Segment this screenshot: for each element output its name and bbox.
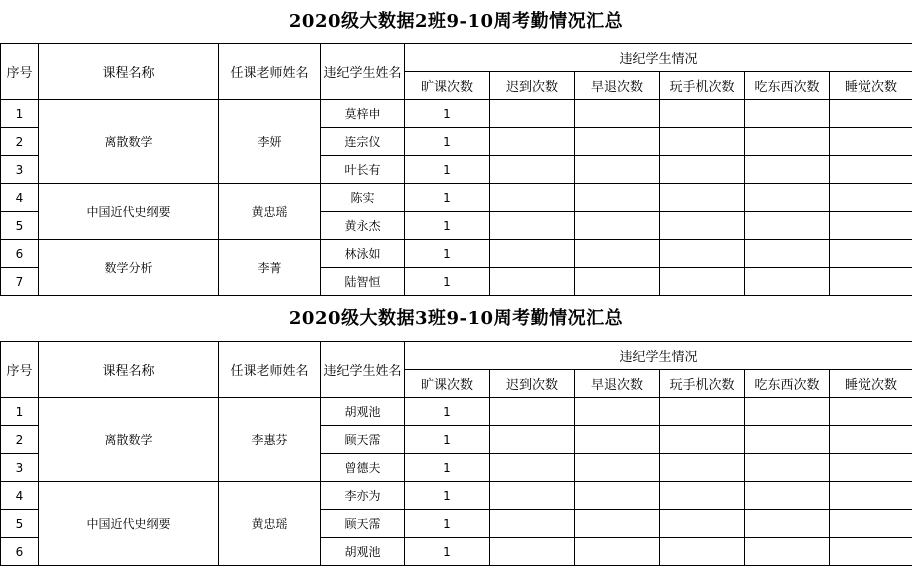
cell-eat	[745, 268, 830, 296]
table-title: 2020级大数据2班9-10周考勤情况汇总	[288, 11, 624, 32]
cell-eat	[745, 538, 830, 566]
cell-absent: 1	[405, 100, 490, 128]
cell-student: 陆智恒	[321, 268, 405, 296]
cell-early	[575, 454, 660, 482]
header-student: 违纪学生姓名	[321, 44, 405, 100]
cell-teacher: 李惠芬	[219, 398, 321, 482]
cell-late	[490, 398, 575, 426]
cell-course: 中国近代史纲要	[39, 482, 219, 566]
cell-late	[490, 510, 575, 538]
cell-absent: 1	[405, 128, 490, 156]
cell-phone	[660, 538, 745, 566]
cell-eat	[745, 100, 830, 128]
cell-eat	[745, 398, 830, 426]
table-title: 2020级大数据3班9-10周考勤情况汇总	[288, 308, 624, 329]
cell-phone	[660, 426, 745, 454]
cell-seq: 2	[1, 426, 39, 454]
cell-sleep	[830, 482, 912, 510]
cell-early	[575, 240, 660, 268]
cell-phone	[660, 510, 745, 538]
header-early: 早退次数	[575, 72, 660, 100]
cell-phone	[660, 454, 745, 482]
header-late: 迟到次数	[490, 370, 575, 398]
cell-eat	[745, 128, 830, 156]
cell-absent: 1	[405, 398, 490, 426]
cell-early	[575, 212, 660, 240]
header-seq: 序号	[1, 342, 39, 398]
cell-seq: 3	[1, 454, 39, 482]
cell-sleep	[830, 454, 912, 482]
cell-late	[490, 538, 575, 566]
cell-early	[575, 538, 660, 566]
cell-sleep	[830, 128, 912, 156]
cell-sleep	[830, 510, 912, 538]
cell-late	[490, 454, 575, 482]
cell-early	[575, 100, 660, 128]
cell-early	[575, 482, 660, 510]
cell-early	[575, 156, 660, 184]
cell-absent: 1	[405, 538, 490, 566]
cell-phone	[660, 100, 745, 128]
header-group: 违纪学生情况	[405, 342, 912, 370]
cell-student: 顾天霈	[321, 426, 405, 454]
cell-seq: 7	[1, 268, 39, 296]
cell-course: 数学分析	[39, 240, 219, 296]
cell-early	[575, 268, 660, 296]
header-seq: 序号	[1, 44, 39, 100]
table-row	[1, 398, 912, 426]
cell-phone	[660, 398, 745, 426]
cell-sleep	[830, 398, 912, 426]
header-sleep: 睡觉次数	[830, 370, 912, 398]
cell-sleep	[830, 184, 912, 212]
header-course: 课程名称	[39, 44, 219, 100]
cell-eat	[745, 426, 830, 454]
cell-early	[575, 510, 660, 538]
cell-sleep	[830, 426, 912, 454]
cell-absent: 1	[405, 240, 490, 268]
cell-student: 林泳如	[321, 240, 405, 268]
cell-student: 陈实	[321, 184, 405, 212]
cell-absent: 1	[405, 156, 490, 184]
header-phone: 玩手机次数	[660, 370, 745, 398]
cell-sleep	[830, 268, 912, 296]
cell-student: 黄永杰	[321, 212, 405, 240]
cell-student: 曾德夫	[321, 454, 405, 482]
cell-student: 叶长有	[321, 156, 405, 184]
header-teacher: 任课老师姓名	[219, 44, 321, 100]
cell-late	[490, 212, 575, 240]
cell-phone	[660, 128, 745, 156]
cell-absent: 1	[405, 510, 490, 538]
header-teacher: 任课老师姓名	[219, 342, 321, 398]
header-phone: 玩手机次数	[660, 72, 745, 100]
cell-eat	[745, 156, 830, 184]
cell-late	[490, 268, 575, 296]
cell-seq: 4	[1, 184, 39, 212]
cell-course: 离散数学	[39, 100, 219, 184]
cell-seq: 5	[1, 510, 39, 538]
cell-phone	[660, 482, 745, 510]
cell-teacher: 李妍	[219, 100, 321, 184]
cell-eat	[745, 482, 830, 510]
cell-eat	[745, 212, 830, 240]
cell-eat	[745, 510, 830, 538]
cell-early	[575, 426, 660, 454]
header-student: 违纪学生姓名	[321, 342, 405, 398]
cell-phone	[660, 212, 745, 240]
header-early: 早退次数	[575, 370, 660, 398]
table-row	[1, 100, 912, 128]
cell-seq: 3	[1, 156, 39, 184]
cell-absent: 1	[405, 212, 490, 240]
cell-seq: 4	[1, 482, 39, 510]
cell-absent: 1	[405, 184, 490, 212]
header-absent: 旷课次数	[405, 370, 490, 398]
cell-late	[490, 426, 575, 454]
header-eat: 吃东西次数	[745, 370, 830, 398]
header-course: 课程名称	[39, 342, 219, 398]
cell-course: 中国近代史纲要	[39, 184, 219, 240]
cell-student: 莫梓申	[321, 100, 405, 128]
cell-phone	[660, 268, 745, 296]
cell-absent: 1	[405, 482, 490, 510]
cell-eat	[745, 454, 830, 482]
header-absent: 旷课次数	[405, 72, 490, 100]
cell-teacher: 李菁	[219, 240, 321, 296]
cell-student: 顾天霈	[321, 510, 405, 538]
cell-student: 连宗仪	[321, 128, 405, 156]
cell-student: 胡观池	[321, 398, 405, 426]
cell-seq: 6	[1, 240, 39, 268]
cell-late	[490, 482, 575, 510]
cell-late	[490, 156, 575, 184]
cell-student: 李亦为	[321, 482, 405, 510]
cell-late	[490, 100, 575, 128]
cell-seq: 1	[1, 100, 39, 128]
cell-sleep	[830, 156, 912, 184]
table-row	[1, 184, 912, 212]
cell-teacher: 黄忠瑶	[219, 482, 321, 566]
cell-student: 胡观池	[321, 538, 405, 566]
table-row	[1, 482, 912, 510]
cell-seq: 1	[1, 398, 39, 426]
table-row	[1, 240, 912, 268]
cell-absent: 1	[405, 454, 490, 482]
header-group: 违纪学生情况	[405, 44, 912, 72]
cell-early	[575, 184, 660, 212]
cell-eat	[745, 184, 830, 212]
cell-phone	[660, 184, 745, 212]
cell-early	[575, 128, 660, 156]
cell-sleep	[830, 240, 912, 268]
cell-teacher: 黄忠瑶	[219, 184, 321, 240]
cell-seq: 6	[1, 538, 39, 566]
cell-seq: 5	[1, 212, 39, 240]
cell-seq: 2	[1, 128, 39, 156]
cell-late	[490, 240, 575, 268]
cell-absent: 1	[405, 426, 490, 454]
attendance-table	[0, 341, 912, 566]
cell-late	[490, 184, 575, 212]
attendance-table	[0, 43, 912, 296]
cell-eat	[745, 240, 830, 268]
cell-late	[490, 128, 575, 156]
cell-sleep	[830, 100, 912, 128]
cell-phone	[660, 240, 745, 268]
header-eat: 吃东西次数	[745, 72, 830, 100]
cell-sleep	[830, 538, 912, 566]
cell-early	[575, 398, 660, 426]
cell-course: 离散数学	[39, 398, 219, 482]
cell-phone	[660, 156, 745, 184]
cell-absent: 1	[405, 268, 490, 296]
header-sleep: 睡觉次数	[830, 72, 912, 100]
header-late: 迟到次数	[490, 72, 575, 100]
cell-sleep	[830, 212, 912, 240]
